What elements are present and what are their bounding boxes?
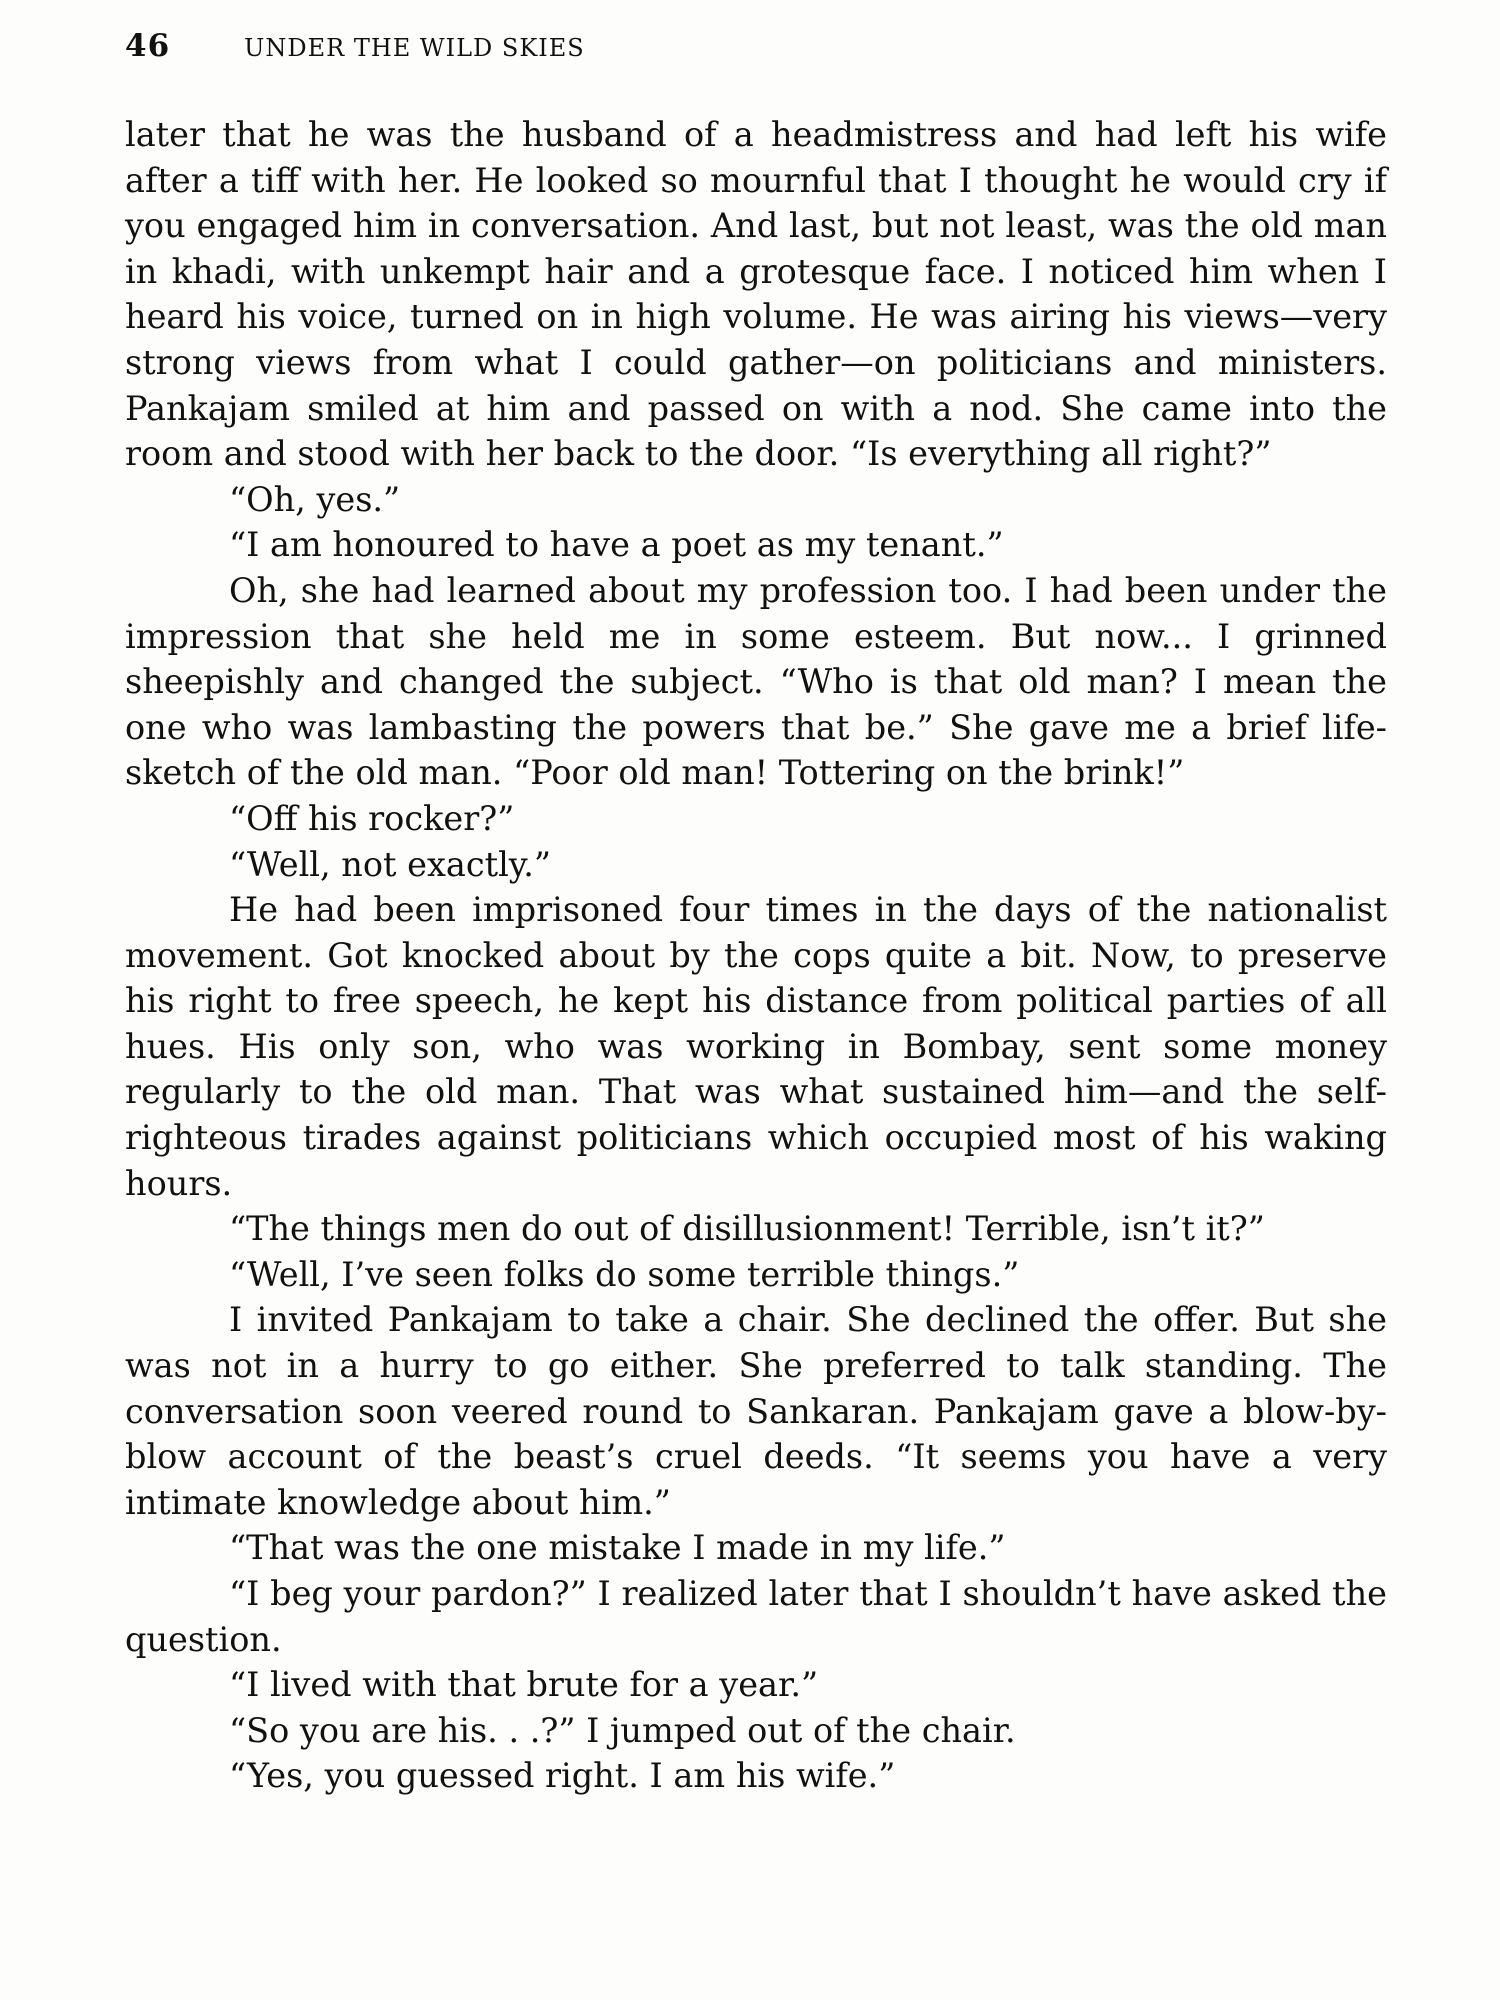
page-header — [125, 28, 585, 68]
paragraph: “Well, not exactly.” — [229, 844, 552, 884]
running-title: UNDER THE WILD SKIES — [244, 34, 585, 62]
paragraph: I invited Pankajam to take a chair. She declined the offer. But she was not in a hurry to go either. She preferred to talk standing. The conversation soon veered round to Sankaran. Pankajam gave a blow-by-blow account of the beast’s cruel deeds. “It seems you have a very intimate knowledge about him.” — [125, 1300, 1387, 1522]
paragraph: later that he was the husband of a headmistress and had left his wife after a tiff with her. He looked so mournful that I thought he would cry if you engaged him in conversation. And last, but not least, was the old man in khadi, with unkempt hair and a grotesque face. I noticed him when I heard his voice, turned on in high volume. He was airing his views—very strong views from what I could gather—on politicians and ministers. Pankajam smiled at him and passed on with a nod. She came into the room and stood with her back to the door. “Is everything all right?” — [125, 115, 1387, 474]
page-number: 46 — [125, 28, 171, 64]
paragraph: “Oh, yes.” — [229, 479, 401, 519]
paragraph: “Off his rocker?” — [229, 798, 515, 838]
paragraph: Oh, she had learned about my profession too. I had been under the impression that she held me in some esteem. But now... I grinned sheepishly and changed the subject. “Who is that old man? I mean the one who was lambasting the powers that be.” She gave me a brief life-sketch of the old man. “Poor old man! Tottering on the brink!” — [125, 570, 1387, 793]
paragraph: “That was the one mistake I made in my life.” — [229, 1528, 1006, 1568]
paragraph: “Yes, you guessed right. I am his wife.” — [229, 1756, 896, 1796]
paragraph: “I lived with that brute for a year.” — [229, 1665, 819, 1705]
paragraph: He had been imprisoned four times in the days of the nationalist movement. Got knocked about by the cops quite a bit. Now, to preserve his right to free speech, he kept his distance from political parties of all hues. His only son, who was working in Bombay, sent some money regularly to the old man. That was what sustained him—and the self-righteous tirades against politicians which occupied most of his waking hours. — [125, 890, 1387, 1203]
paragraph: “I beg your pardon?” I realized later that I shouldn’t have asked the question. — [125, 1574, 1387, 1659]
paragraph: “So you are his. . .?” I jumped out of the chair. — [229, 1710, 1016, 1750]
paragraph: “Well, I’ve seen folks do some terrible things.” — [229, 1254, 1020, 1294]
body-text — [125, 112, 1387, 1799]
paragraph: “The things men do out of disillusionment! Terrible, isn’t it?” — [229, 1209, 1265, 1249]
paragraph: “I am honoured to have a poet as my tenant.” — [229, 525, 1004, 565]
